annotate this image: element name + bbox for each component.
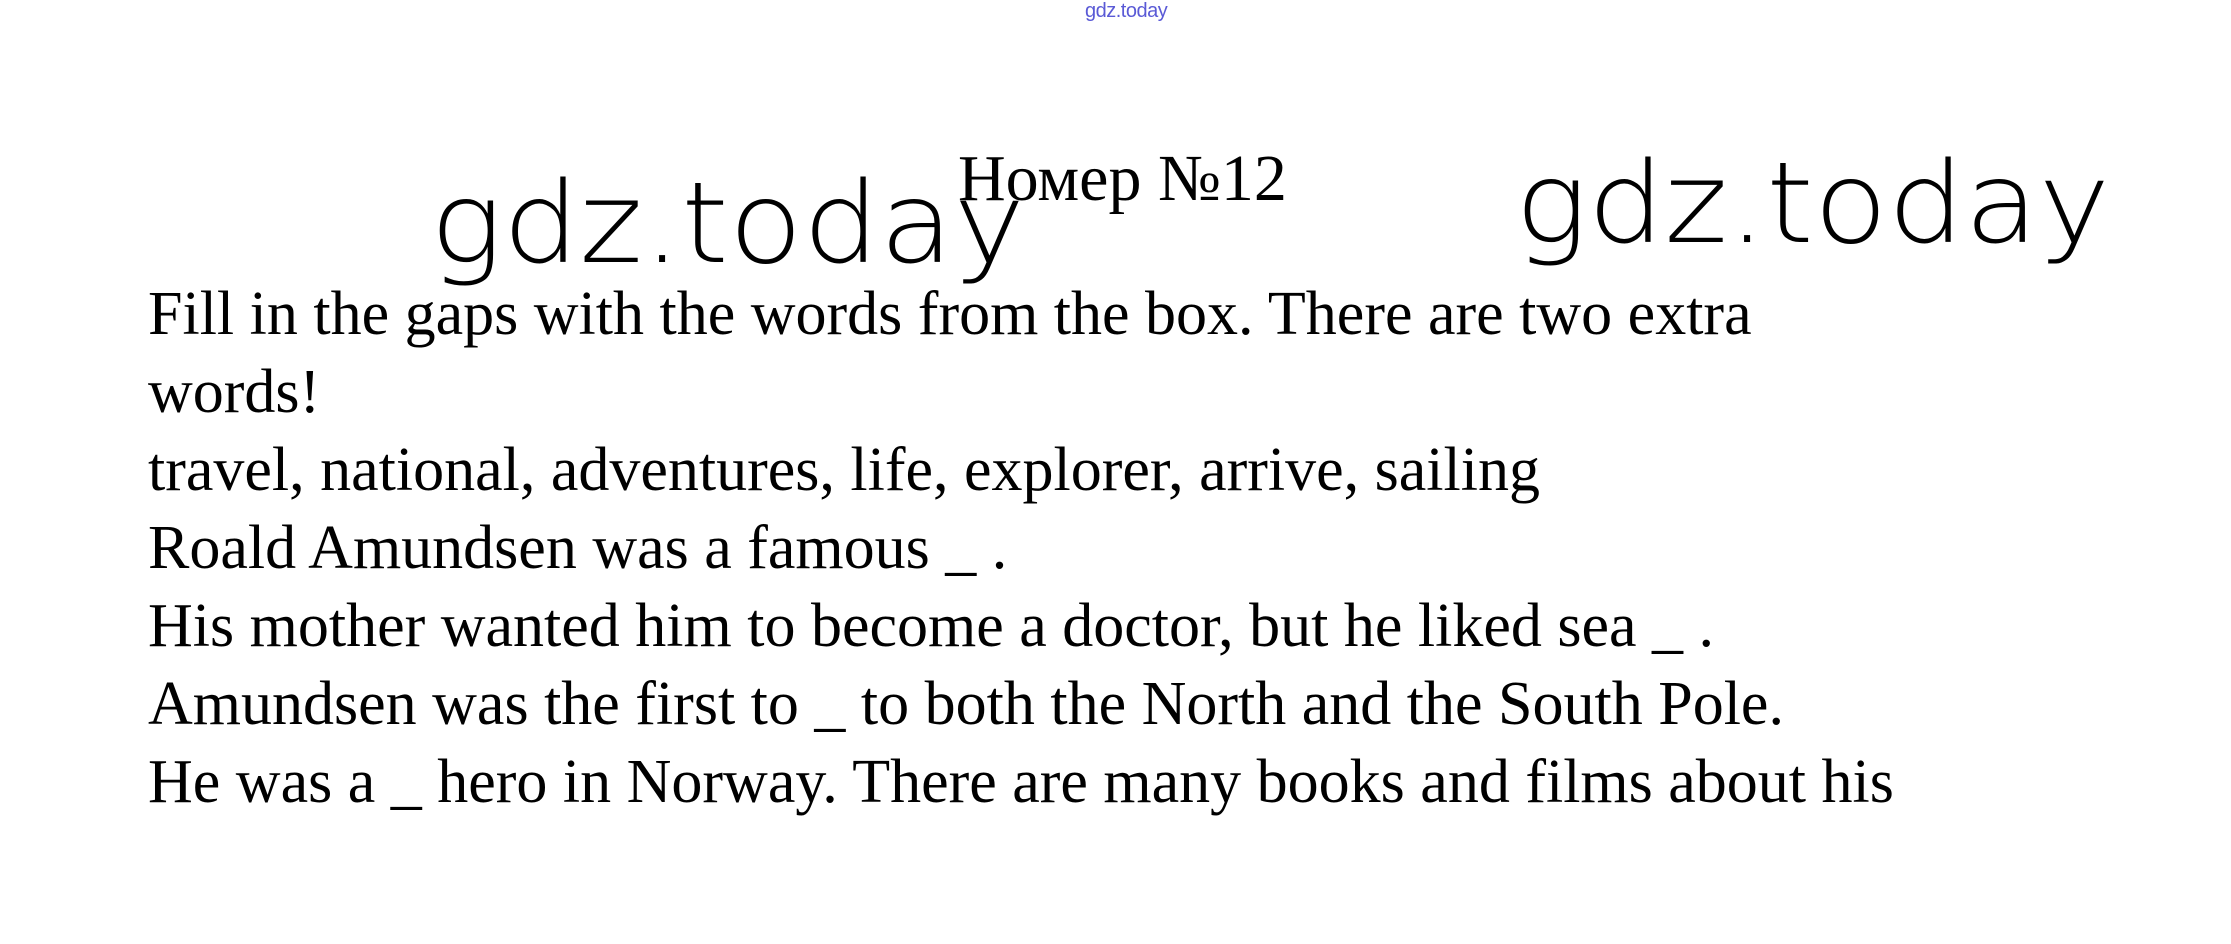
instruction-line-1: Fill in the gaps with the words from the box. There are two extra xyxy=(148,280,1752,348)
sentence-1: Roald Amundsen was a famous _ . xyxy=(148,514,1008,582)
instruction-line-2: words! xyxy=(148,358,321,426)
exercise-text xyxy=(148,275,2148,821)
sentence-3: Amundsen was the first to _ to both the North and the South Pole. xyxy=(148,670,1784,738)
watermark-left: gdz.today xyxy=(430,159,1026,289)
sentence-2: His mother wanted him to become a doctor, but he liked sea _ . xyxy=(148,592,1715,660)
word-box: travel, national, adventures, life, explorer, arrive, sailing xyxy=(148,436,1540,504)
site-mark: gdz.today xyxy=(1085,0,1168,22)
sentence-4: He was a _ hero in Norway. There are many books and films about his xyxy=(148,748,1894,816)
exercise-title: Номер №12 xyxy=(958,142,1287,215)
watermark-right: gdz.today xyxy=(1515,139,2111,269)
